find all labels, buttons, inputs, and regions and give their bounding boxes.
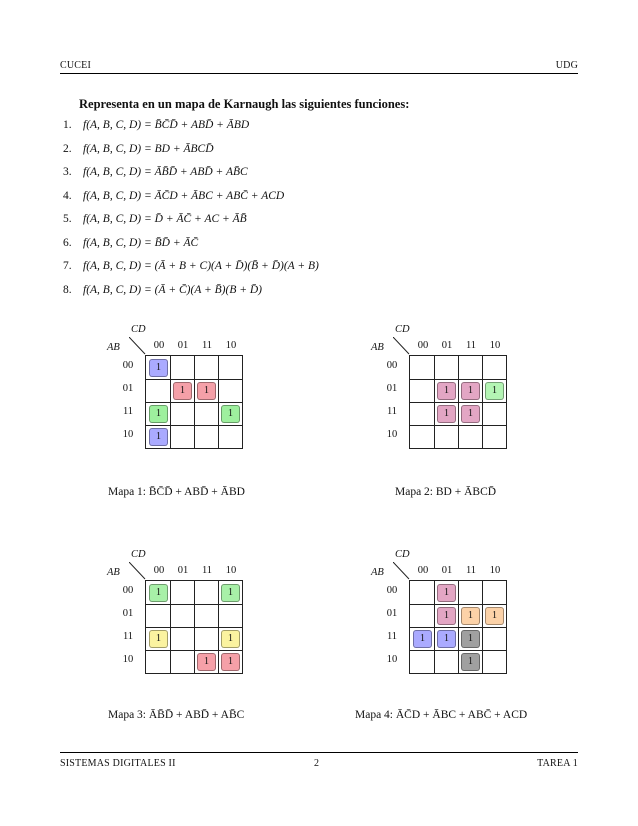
- grid-line: [146, 627, 242, 628]
- kmap-one-cell: 1: [197, 653, 216, 671]
- kmap-column-label: 00: [153, 340, 165, 351]
- kmap-one-cell: 1: [197, 382, 216, 400]
- kmap-row-label: 00: [386, 585, 398, 596]
- kmap-column-label: 00: [417, 340, 429, 351]
- kmap-row-label: 01: [386, 383, 398, 394]
- ab-axis-label: AB: [371, 567, 384, 578]
- function-expression: f(A, B, C, D) = ĀB̄D̄ + ABD̄ + AB̄C: [83, 166, 248, 178]
- kmap-one-cell: 1: [437, 584, 456, 602]
- cd-axis-label: CD: [131, 549, 146, 560]
- kmap-one-cell: 1: [437, 630, 456, 648]
- kmap-column-label: 01: [177, 565, 189, 576]
- kmap-row-label: 10: [386, 654, 398, 665]
- grid-line: [218, 581, 219, 673]
- function-number: 1.: [63, 119, 72, 131]
- kmap-row-label: 11: [122, 631, 134, 642]
- kmap-column-label: 01: [177, 340, 189, 351]
- kmap-one-cell: 1: [149, 428, 168, 446]
- function-number: 4.: [63, 189, 72, 202]
- grid-line: [482, 356, 483, 448]
- page-number: 2: [314, 758, 320, 769]
- kmap-row-label: 10: [386, 429, 398, 440]
- kmap-column-label: 11: [465, 565, 477, 576]
- kmap-row-label: 10: [122, 654, 134, 665]
- kmap-column-label: 10: [489, 565, 501, 576]
- kmap-caption: Mapa 2: BD + ĀBCD̄: [395, 486, 497, 498]
- kmap-grid: [409, 580, 507, 674]
- function-number: 5.: [63, 213, 72, 225]
- kmap-caption: Mapa 3: ĀB̄D̄ + ABD̄ + AB̄C: [108, 709, 245, 721]
- function-item: [63, 166, 248, 178]
- kmap-column-label: 01: [441, 565, 453, 576]
- function-expression: f(A, B, C, D) = D̄ + ĀC̄ + AC + ĀB̄: [83, 213, 247, 225]
- function-item: [63, 143, 214, 155]
- ab-axis-label: AB: [107, 342, 120, 353]
- function-item: [63, 284, 262, 296]
- kmap-row-label: 01: [122, 383, 134, 394]
- function-number: 7.: [63, 260, 72, 272]
- kmap-one-cell: 1: [437, 607, 456, 625]
- function-expression: f(A, B, C, D) = (Ā + C̄)(A + B̄)(B + D̄): [83, 283, 263, 296]
- kmap-one-cell: 1: [221, 630, 240, 648]
- kmap-row-label: 11: [386, 631, 398, 642]
- kmap-column-label: 11: [465, 340, 477, 351]
- kmap-diagonal: [393, 337, 413, 357]
- grid-line: [410, 650, 506, 651]
- function-expression: f(A, B, C, D) = B̄D̄ + ĀC̄: [83, 236, 199, 249]
- kmap-row-label: 00: [386, 360, 398, 371]
- kmap-caption: Mapa 4: ĀC̄D + ĀBC + ABC̄ + ACD: [355, 709, 528, 721]
- kmap-column-label: 11: [201, 565, 213, 576]
- footer-left: SISTEMAS DIGITALES II: [60, 758, 176, 769]
- kmap-one-cell: 1: [461, 607, 480, 625]
- ab-axis-label: AB: [107, 567, 120, 578]
- kmap-one-cell: 1: [485, 607, 504, 625]
- function-expression: f(A, B, C, D) = (Ā + B + C)(A + D̄)(B̄ + D̄)(A + B): [83, 260, 319, 272]
- header-left: CUCEI: [60, 60, 91, 71]
- footer-rule: [60, 752, 578, 753]
- kmap-one-cell: 1: [173, 382, 192, 400]
- footer-right: TAREA 1: [537, 758, 578, 769]
- kmap-column-label: 10: [225, 565, 237, 576]
- kmap-one-cell: 1: [149, 584, 168, 602]
- grid-line: [146, 650, 242, 651]
- grid-line: [146, 402, 242, 403]
- grid-line: [482, 581, 483, 673]
- cd-axis-label: CD: [395, 549, 410, 560]
- kmap-column-label: 10: [225, 340, 237, 351]
- grid-line: [410, 425, 506, 426]
- function-item: [63, 260, 319, 272]
- ab-axis-label: AB: [371, 342, 384, 353]
- function-number: 6.: [63, 236, 72, 249]
- kmap-one-cell: 1: [461, 653, 480, 671]
- instruction-title: Representa en un mapa de Karnaugh las siguientes funciones:: [79, 97, 410, 111]
- function-expression: f(A, B, C, D) = BD + ĀBCD̄: [83, 142, 214, 155]
- kmap-column-label: 10: [489, 340, 501, 351]
- kmap-caption: Mapa 1: B̄C̄D̄ + ABD̄ + ĀBD: [108, 486, 245, 498]
- kmap-one-cell: 1: [461, 630, 480, 648]
- grid-line: [410, 627, 506, 628]
- header-right: UDG: [555, 60, 578, 71]
- kmap-diagonal: [393, 562, 413, 582]
- function-expression: f(A, B, C, D) = ĀC̄D + ĀBC + ABC̄ + ACD: [83, 189, 285, 202]
- kmap-grid: [409, 355, 507, 449]
- kmap-grid: [145, 580, 243, 674]
- kmap-column-label: 00: [417, 565, 429, 576]
- kmap-row-label: 11: [122, 406, 134, 417]
- grid-line: [410, 402, 506, 403]
- kmap-row-label: 10: [122, 429, 134, 440]
- grid-line: [146, 425, 242, 426]
- kmap-one-cell: 1: [437, 382, 456, 400]
- function-number: 3.: [63, 166, 72, 178]
- kmap-one-cell: 1: [221, 653, 240, 671]
- function-expression: f(A, B, C, D) = B̄C̄D̄ + ABD̄ + ĀBD: [83, 119, 250, 131]
- kmap-one-cell: 1: [485, 382, 504, 400]
- grid-line: [218, 356, 219, 448]
- function-item: [63, 237, 198, 249]
- kmap-one-cell: 1: [149, 359, 168, 377]
- kmap-one-cell: 1: [221, 405, 240, 423]
- function-number: 8.: [63, 283, 72, 296]
- function-number: 2.: [63, 142, 72, 155]
- kmap-row-label: 01: [386, 608, 398, 619]
- header-rule: [60, 73, 578, 74]
- function-item: [63, 119, 249, 131]
- kmap-column-label: 01: [441, 340, 453, 351]
- kmap-one-cell: 1: [149, 630, 168, 648]
- kmap-one-cell: 1: [461, 405, 480, 423]
- kmap-one-cell: 1: [461, 382, 480, 400]
- kmap-row-label: 00: [122, 585, 134, 596]
- kmap-row-label: 01: [122, 608, 134, 619]
- kmap-column-label: 11: [201, 340, 213, 351]
- kmap-one-cell: 1: [413, 630, 432, 648]
- cd-axis-label: CD: [131, 324, 146, 335]
- kmap-diagonal: [129, 562, 149, 582]
- kmap-diagonal: [129, 337, 149, 357]
- kmap-one-cell: 1: [221, 584, 240, 602]
- kmap-column-label: 00: [153, 565, 165, 576]
- kmap-row-label: 11: [386, 406, 398, 417]
- kmap-one-cell: 1: [149, 405, 168, 423]
- function-item: [63, 213, 247, 225]
- kmap-grid: [145, 355, 243, 449]
- cd-axis-label: CD: [395, 324, 410, 335]
- function-item: [63, 190, 284, 202]
- kmap-one-cell: 1: [437, 405, 456, 423]
- kmap-row-label: 00: [122, 360, 134, 371]
